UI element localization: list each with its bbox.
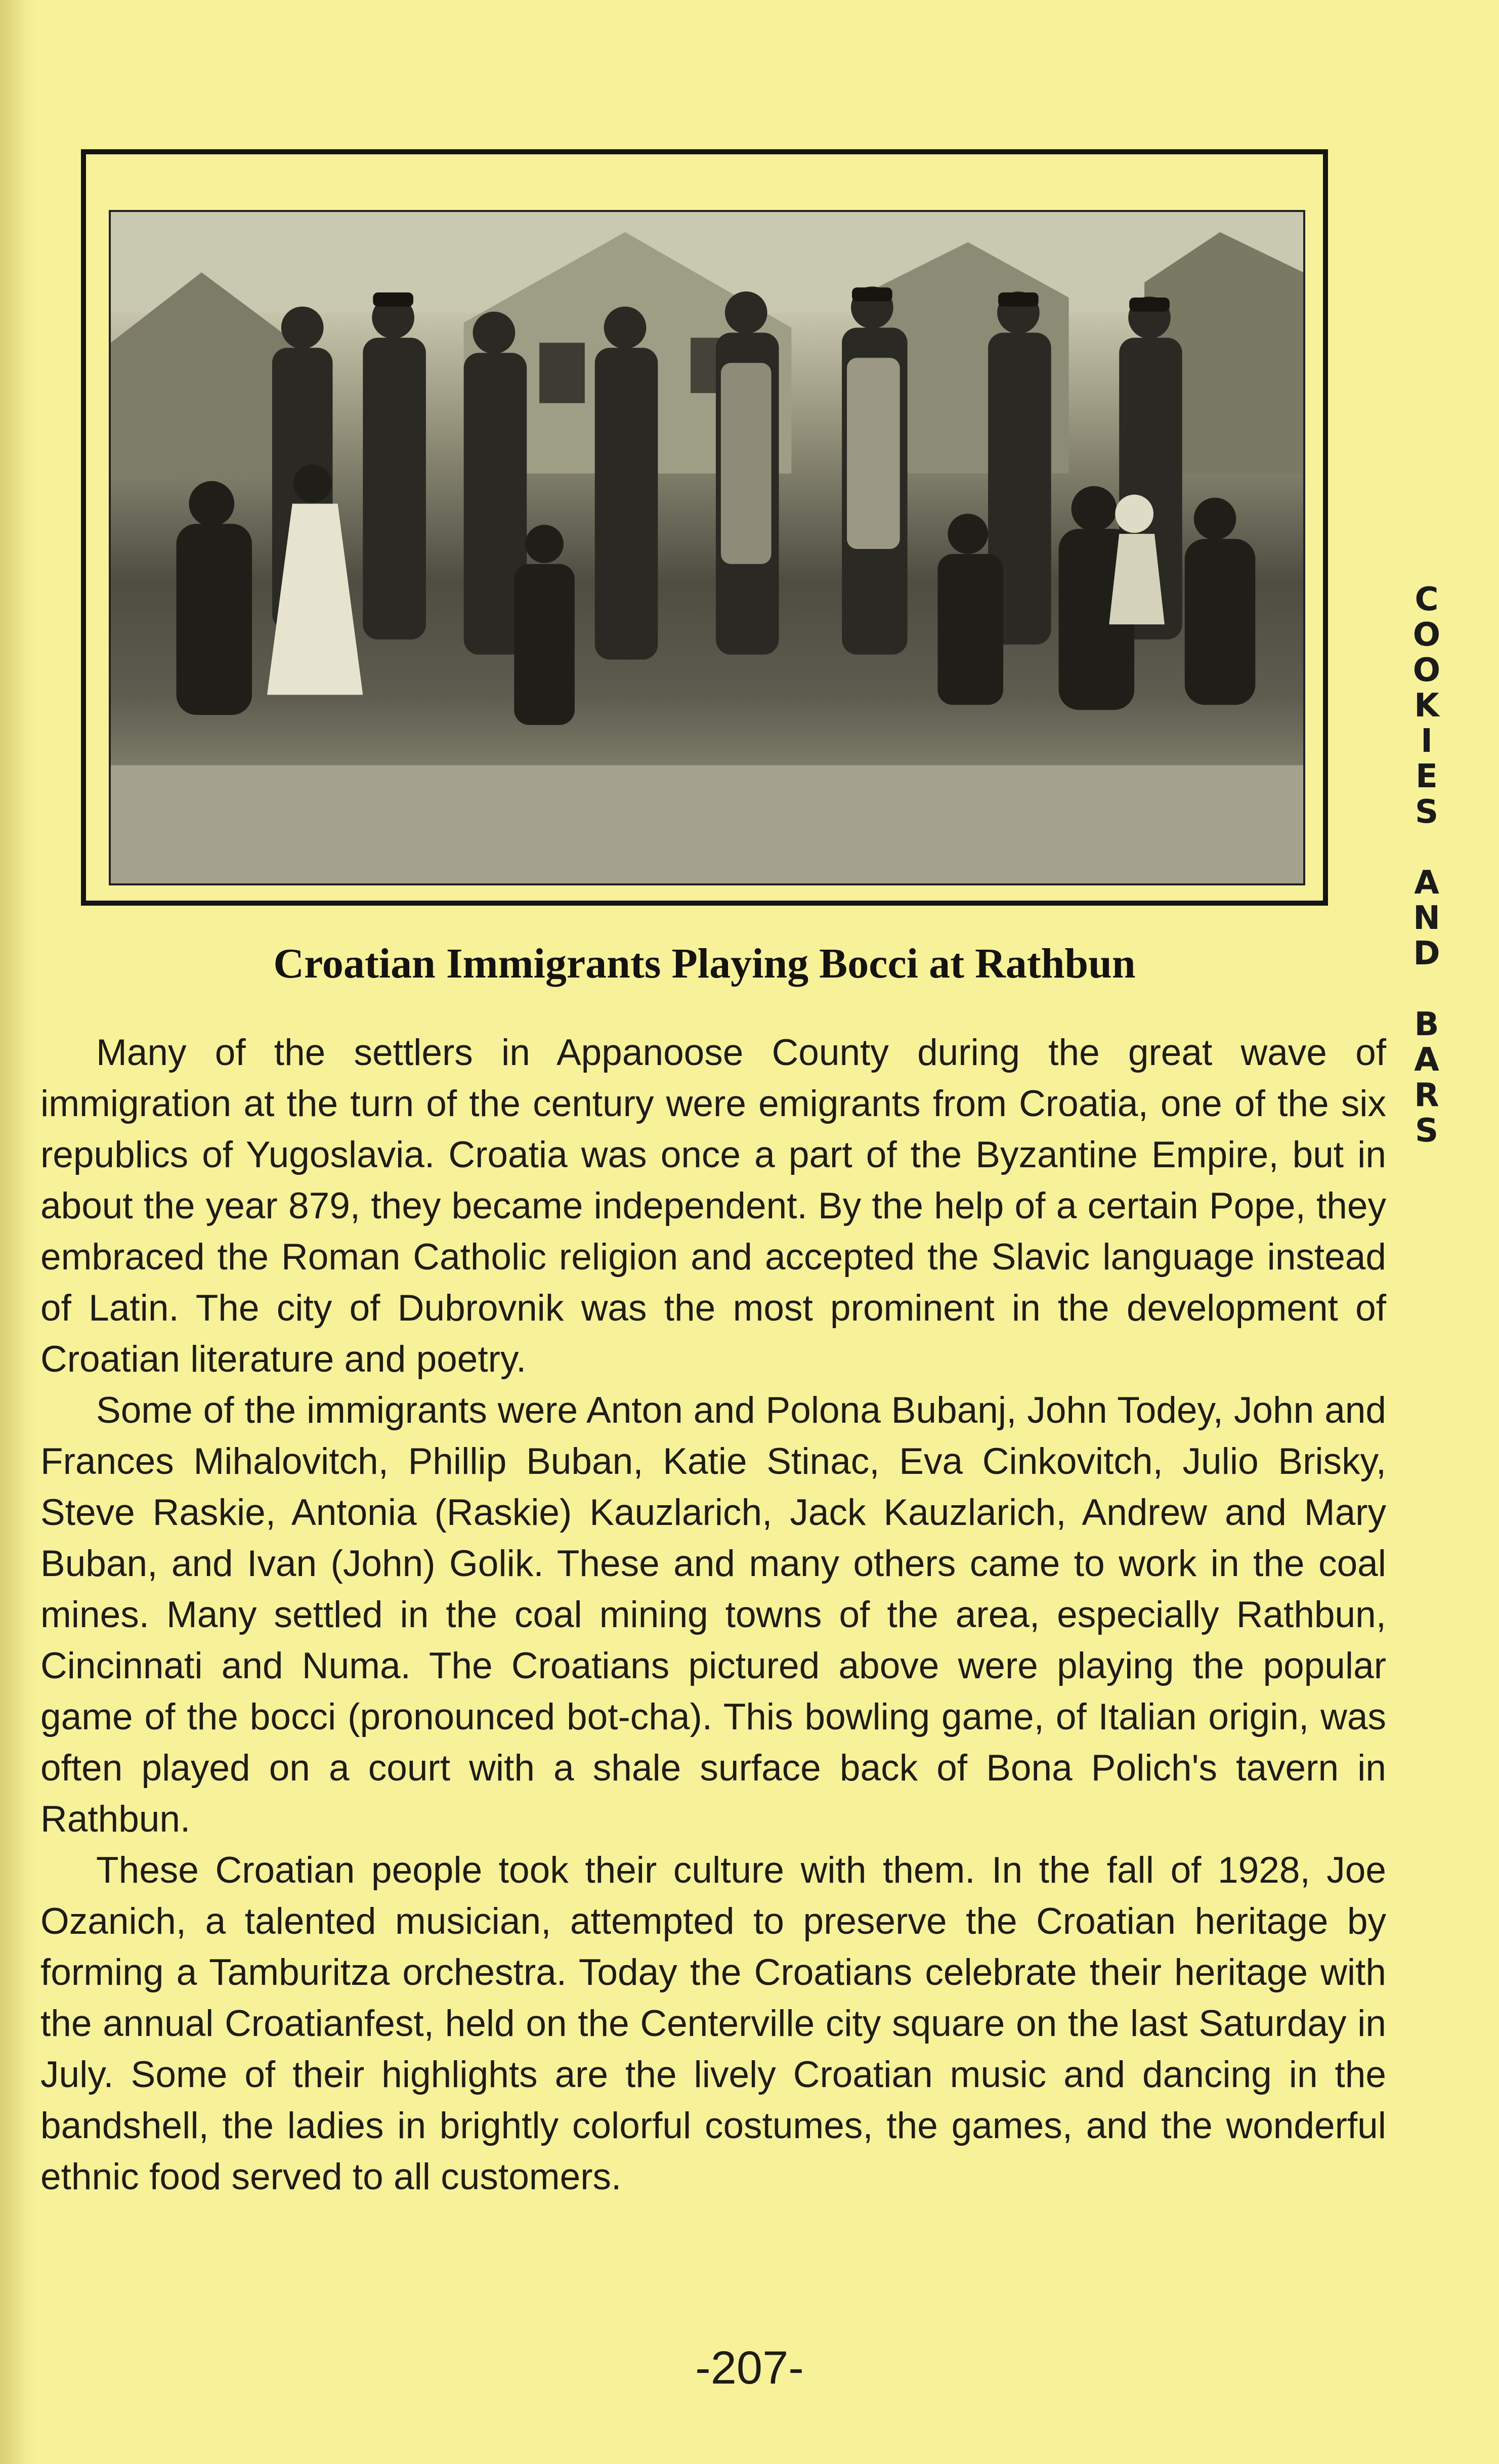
page-binding-edge (0, 0, 35, 2464)
side-label-letter: O (1412, 616, 1441, 654)
side-label-letter: R (1414, 1077, 1439, 1114)
side-label-letter: B (1414, 1006, 1439, 1043)
photo-caption: Croatian Immigrants Playing Bocci at Rathbun (273, 940, 1136, 987)
side-label-letter: E (1416, 758, 1438, 795)
side-label-letter: S (1415, 793, 1439, 831)
historical-photo (109, 210, 1305, 885)
side-label-letter: D (1413, 935, 1440, 972)
side-label-letter: I (1421, 723, 1433, 760)
photo-illustration (111, 212, 1303, 883)
article-paragraph-3: These Croatian people took their culture with them. In the fall of 1928, Joe Ozanich, a talented musician, attempted to preserve the Croatian heritage by forming a Tamburitza orchestra. Today the Croatians celebrate their heritage with the annual Croatianfest, held on the Centerville city square on the last Saturday in July. Some of their highlights are the lively Croatian music and dancing in the bandshell, the ladies in brightly colorful costumes, the games, and the wonderful ethnic food served to all customers. (40, 1850, 1386, 2197)
side-label-letter: S (1415, 1112, 1439, 1150)
section-side-label (1396, 582, 1457, 1184)
article-paragraph-1: Many of the settlers in Appanoose County during the great wave of immigration at the turn of the century were emigrants from Croatia, one of the six republics of Yugoslavia. Croatia was once a part of the Byzantine Empire, but in about the year 879, they became independent. By the help of a certain Pope, they embraced the Roman Catholic religion and accepted the Slavic language instead of Latin. The city of Dubrovnik was the most prominent in the development of Croatian literature and poetry. (40, 1032, 1386, 1380)
side-label-letter: C (1415, 581, 1439, 618)
side-label-word-and (1396, 865, 1457, 971)
side-label-word-cookies (1396, 582, 1457, 830)
side-label-letter: A (1414, 1041, 1439, 1079)
side-label-letter: A (1414, 864, 1439, 902)
side-label-letter: N (1413, 900, 1440, 937)
photo-frame (81, 149, 1328, 906)
side-label-word-bars (1396, 1007, 1457, 1149)
page-number: -207- (695, 2342, 804, 2394)
side-label-letter: K (1414, 687, 1439, 725)
side-label-letter: O (1412, 652, 1441, 689)
article-body (40, 1027, 1386, 2202)
article-paragraph-2: Some of the immigrants were Anton and Polona Bubanj, John Todey, John and Frances Mihalovitch, Phillip Buban, Katie Stinac, Eva Cinkovitch, Julio Brisky, Steve Raskie, Antonia (Raskie) Kauzlarich, Jack Kauzlarich, Andrew and Mary Buban, and Ivan (John) Golik. These and many others came to work in the coal mines. Many settled in the coal mining towns of the area, especially Rathbun, Cincinnati and Numa. The Croatians pictured above were playing the popular game of the bocci (pronounced bot-cha). This bowling game, of Italian origin, was often played on a court with a shale surface back of Bona Polich's tavern in Rathbun. (40, 1390, 1386, 1840)
